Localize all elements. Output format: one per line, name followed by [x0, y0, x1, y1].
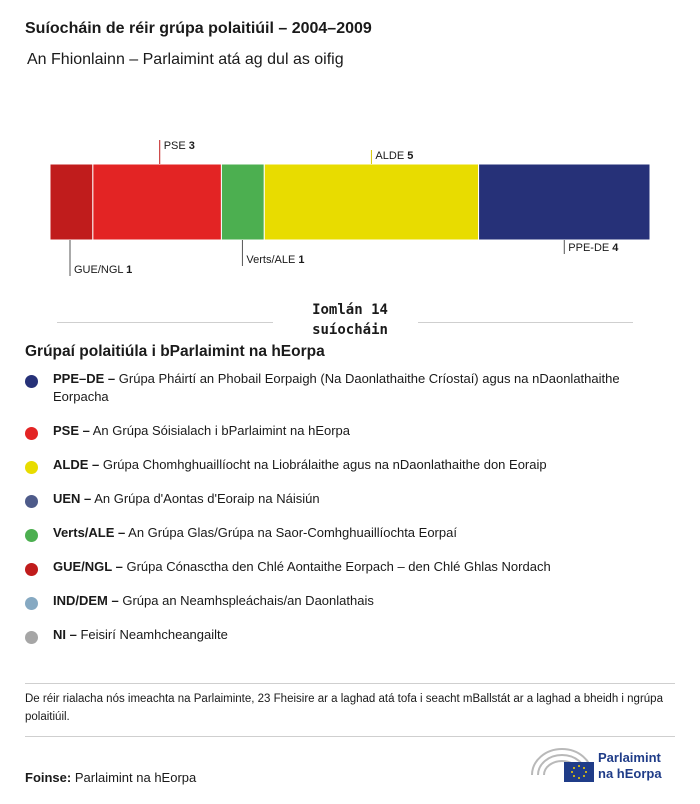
bar-label-value: 4 — [612, 242, 619, 254]
note-divider-top — [25, 683, 675, 684]
legend-abbreviation: NI – — [53, 627, 77, 642]
chart-subtitle: An Fhionlainn – Parlaimint atá ag dul as oifig — [27, 51, 344, 68]
legend-item — [25, 592, 665, 610]
chart-title: Suíocháin de réir grúpa polaitiúil – 2004–2009 — [25, 20, 372, 37]
legend-item — [25, 370, 665, 406]
legend-abbreviation: PSE – — [53, 423, 90, 438]
bar-label-name: PPE-DE — [568, 242, 613, 254]
note-divider-bottom — [25, 736, 675, 737]
bar-segment-alde — [264, 164, 478, 240]
bar-label-value: 1 — [298, 254, 305, 266]
legend-color-dot — [25, 427, 38, 440]
legend-description: Feisirí Neamhcheangailte — [76, 627, 228, 642]
bar-segment-pse — [93, 164, 222, 240]
parliament-logo — [530, 745, 680, 785]
legend-abbreviation: PPE–DE – — [53, 371, 116, 386]
source — [25, 770, 196, 785]
legend-color-dot — [25, 631, 38, 644]
legend-description: Grúpa Cónasctha den Chlé Aontaithe Eorpach – den Chlé Ghlas Nordach — [122, 559, 551, 574]
footnote: De réir rialacha nós imeachta na Parlaiminte, 23 Fheisire ar a laghad atá tofa i seacht mBallstát ar a laghad a bheidh i ngrúpa polaitiúil. — [25, 693, 663, 723]
legend-abbreviation: GUE/NGL – — [53, 559, 123, 574]
legend — [25, 370, 665, 644]
total-divider-left — [57, 322, 273, 323]
legend-item — [25, 456, 665, 474]
legend-description: An Grúpa Sóisialach i bParlaimint na hEorpa — [89, 423, 351, 438]
bar-label-name: Verts/ALE — [246, 254, 299, 266]
legend-description: Grúpa an Neamhspleáchais/an Daonlathais — [118, 593, 374, 608]
parliament-hemicycle-icon — [530, 745, 596, 785]
bar-label-value: 1 — [126, 264, 133, 276]
bar-label-value: 3 — [188, 140, 195, 152]
legend-color-dot — [25, 495, 38, 508]
legend-color-dot — [25, 461, 38, 474]
legend-description: An Grúpa d'Aontas d'Eoraip na Náisiún — [91, 491, 320, 506]
total-label: Iomlán 14 suíocháin — [312, 302, 388, 338]
bar-segment-verts-ale — [221, 164, 264, 240]
legend-item — [25, 626, 665, 644]
bar-label-alde — [375, 150, 413, 162]
legend-color-dot — [25, 563, 38, 576]
stacked-bar-chart — [0, 130, 700, 290]
logo-line-1: Parlaimint — [598, 750, 661, 765]
legend-item — [25, 422, 665, 440]
legend-description: Grúpa Chomhghuaillíocht na Liobrálaithe agus na nDaonlathaithe don Eoraip — [99, 457, 547, 472]
legend-description: An Grúpa Glas/Grúpa na Saor-Comhghuaillíochta Eorpaí — [125, 525, 457, 540]
source-text: Parlaimint na hEorpa — [71, 770, 197, 785]
bar-label-verts-ale — [246, 254, 304, 266]
total-seats — [0, 300, 700, 344]
legend-title: Grúpaí polaitiúla i bParlaimint na hEorpa — [25, 343, 325, 360]
legend-item — [25, 524, 665, 542]
bar-label-name: ALDE — [375, 150, 408, 162]
bar-label-ppe-de — [568, 242, 619, 254]
source-label: Foinse: — [25, 770, 72, 785]
bar-segment-ppe-de — [479, 164, 650, 240]
legend-description: Grúpa Pháirtí an Phobail Eorpaigh (Na Daonlathaithe Críostaí) agus na nDaonlathaithe Eorpacha — [53, 371, 620, 404]
bar-label-name: PSE — [163, 140, 189, 152]
legend-abbreviation: UEN – — [53, 491, 92, 506]
bar-segment-gue-ngl — [50, 164, 93, 240]
logo-line-2: na hEorpa — [598, 766, 662, 781]
legend-color-dot — [25, 597, 38, 610]
legend-color-dot — [25, 529, 38, 542]
legend-item — [25, 490, 665, 508]
total-divider-right — [418, 322, 633, 323]
legend-item — [25, 558, 665, 576]
bar-label-pse — [164, 140, 195, 152]
legend-abbreviation: IND/DEM – — [53, 593, 119, 608]
legend-abbreviation: Verts/ALE – — [53, 525, 126, 540]
bar-label-name: GUE/NGL — [74, 264, 127, 276]
bar-label-gue-ngl — [74, 264, 132, 276]
legend-abbreviation: ALDE – — [53, 457, 100, 472]
logo-text — [598, 750, 662, 782]
legend-color-dot — [25, 375, 38, 388]
bar-label-value: 5 — [407, 150, 414, 162]
